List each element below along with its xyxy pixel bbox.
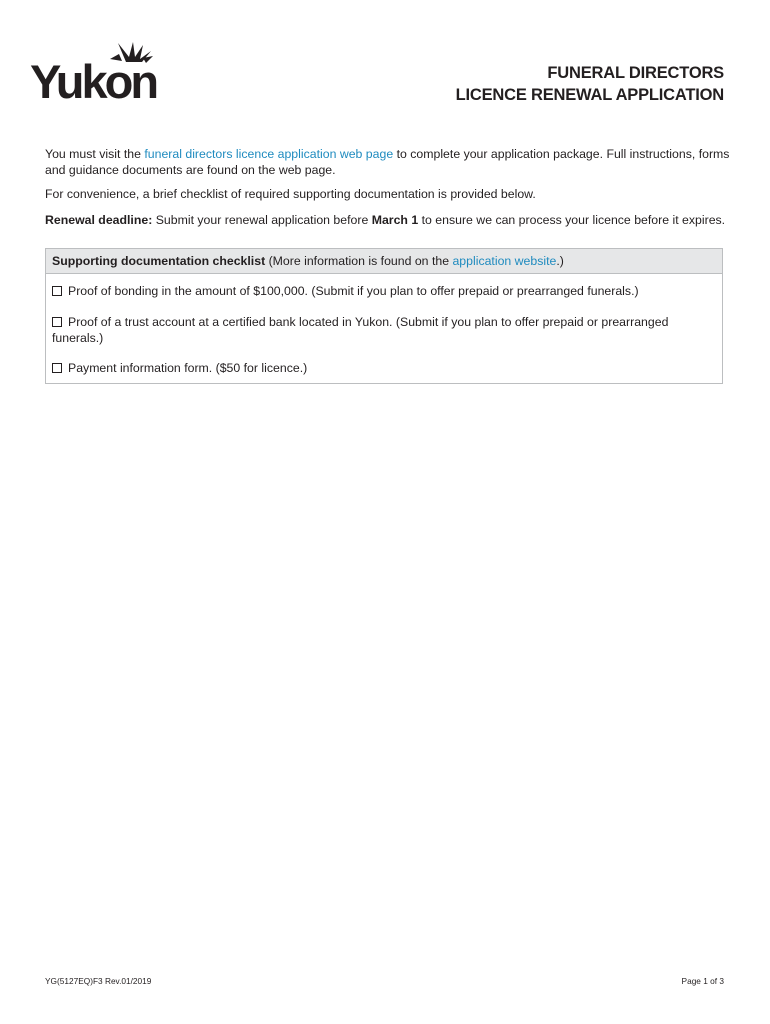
- intro-paragraph: [45, 147, 735, 178]
- checklist-item-trust-account: [52, 315, 692, 346]
- intro-section: [45, 147, 735, 228]
- title-line-2: LICENCE RENEWAL APPLICATION: [455, 86, 724, 104]
- checklist-header-text-end: .): [556, 254, 564, 268]
- bonding-checkbox[interactable]: [52, 286, 62, 296]
- renewal-deadline: [45, 213, 735, 229]
- yukon-logo-graphic: [30, 40, 172, 102]
- application-website-link[interactable]: application website: [452, 254, 557, 268]
- checklist-title: Supporting documentation checklist: [52, 254, 266, 268]
- checklist-item-label: Payment information form. ($50 for licence.): [68, 361, 308, 375]
- checklist-note: For convenience, a brief checklist of required supporting documentation is provided below.: [45, 187, 536, 201]
- form-code: YG(5127EQ)F3 Rev.01/2019: [45, 976, 152, 986]
- supporting-documentation-checklist: [45, 248, 723, 384]
- page-number: Page 1 of 3: [681, 976, 724, 986]
- deadline-text-before: Submit your renewal application before: [152, 212, 372, 227]
- intro-text-before-link: You must visit the: [45, 147, 145, 161]
- document-title: [456, 62, 724, 106]
- deadline-text-after: to ensure we can process your licence before it expires.: [418, 212, 726, 227]
- checklist-item-payment: [52, 361, 708, 377]
- checklist-item-bonding: [52, 284, 708, 300]
- payment-checkbox[interactable]: [52, 363, 62, 373]
- checklist-header: [46, 249, 722, 274]
- deadline-label: Renewal deadline:: [45, 212, 153, 227]
- svg-text:Yukon: Yukon: [30, 55, 157, 102]
- title-line-1: FUNERAL DIRECTORS: [547, 64, 724, 82]
- trust-account-checkbox[interactable]: [52, 317, 62, 327]
- deadline-date: March 1: [371, 212, 419, 227]
- yukon-logo: [30, 40, 172, 102]
- checklist-item-label: Proof of bonding in the amount of $100,000. (Submit if you plan to offer prepaid or prearranged funerals.): [68, 284, 639, 298]
- intro-text-after-link: to complete your application package. Full instructions, forms and guidance documents are found on the web page.: [45, 147, 730, 177]
- checklist-header-text: (More information is found on the: [265, 254, 453, 268]
- licence-web-page-link[interactable]: funeral directors licence application web page: [144, 147, 394, 161]
- checklist-item-label: Proof of a trust account at a certified bank located in Yukon. (Submit if you plan to offer prepaid or prearranged funerals.): [52, 315, 669, 345]
